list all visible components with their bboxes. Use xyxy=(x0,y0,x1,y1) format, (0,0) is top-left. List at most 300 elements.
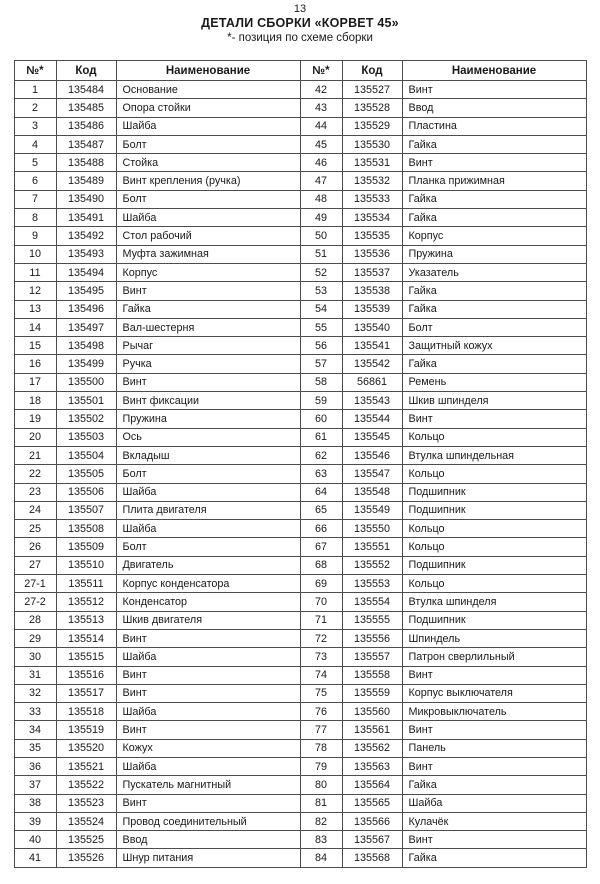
part-name-right: Гайка xyxy=(402,776,586,794)
part-code-left: 135496 xyxy=(56,300,116,318)
part-code-left: 135499 xyxy=(56,355,116,373)
row-number-right: 46 xyxy=(300,154,342,172)
part-name-left: Винт xyxy=(116,629,300,647)
row-number-left: 37 xyxy=(14,776,56,794)
part-name-right: Винт xyxy=(402,666,586,684)
table-row xyxy=(14,154,586,172)
part-name-left: Плита двигателя xyxy=(116,501,300,519)
part-code-right: 135560 xyxy=(342,703,402,721)
part-name-left: Вал-шестерня xyxy=(116,318,300,336)
part-code-right: 135539 xyxy=(342,300,402,318)
part-name-right: Кольцо xyxy=(402,465,586,483)
row-number-left: 27-2 xyxy=(14,593,56,611)
row-number-left: 13 xyxy=(14,300,56,318)
table-row xyxy=(14,849,586,868)
part-code-right: 135545 xyxy=(342,428,402,446)
part-code-left: 135495 xyxy=(56,282,116,300)
table-row xyxy=(14,520,586,538)
row-number-left: 11 xyxy=(14,263,56,281)
part-code-right: 135546 xyxy=(342,446,402,464)
part-name-left: Пускатель магнитный xyxy=(116,776,300,794)
part-code-left: 135526 xyxy=(56,849,116,868)
part-code-left: 135507 xyxy=(56,501,116,519)
table-header xyxy=(14,61,586,81)
part-code-left: 135489 xyxy=(56,172,116,190)
row-number-left: 1 xyxy=(14,81,56,99)
part-name-right: Патрон сверлильный xyxy=(402,648,586,666)
part-name-right: Гайка xyxy=(402,190,586,208)
part-name-left: Шкив двигателя xyxy=(116,611,300,629)
table-row xyxy=(14,556,586,574)
part-code-right: 135567 xyxy=(342,831,402,849)
part-name-right: Болт xyxy=(402,318,586,336)
row-number-right: 58 xyxy=(300,373,342,391)
part-code-left: 135518 xyxy=(56,703,116,721)
part-code-right: 135562 xyxy=(342,739,402,757)
table-row xyxy=(14,757,586,775)
part-code-right: 135551 xyxy=(342,538,402,556)
part-code-right: 135558 xyxy=(342,666,402,684)
row-number-right: 63 xyxy=(300,465,342,483)
column-header-number-right: №* xyxy=(300,61,342,81)
part-code-left: 135523 xyxy=(56,794,116,812)
part-name-right: Гайка xyxy=(402,135,586,153)
part-name-left: Винт крепления (ручка) xyxy=(116,172,300,190)
row-number-left: 2 xyxy=(14,99,56,117)
row-number-right: 62 xyxy=(300,446,342,464)
part-code-left: 135515 xyxy=(56,648,116,666)
part-code-right: 135561 xyxy=(342,721,402,739)
row-number-right: 60 xyxy=(300,410,342,428)
part-name-left: Муфта зажимная xyxy=(116,245,300,263)
table-row xyxy=(14,648,586,666)
part-code-right: 135529 xyxy=(342,117,402,135)
row-number-right: 50 xyxy=(300,227,342,245)
part-code-right: 135566 xyxy=(342,812,402,830)
column-header-name-right: Наименование xyxy=(402,61,586,81)
part-name-right: Кольцо xyxy=(402,428,586,446)
row-number-right: 84 xyxy=(300,849,342,868)
row-number-right: 72 xyxy=(300,629,342,647)
part-name-right: Гайка xyxy=(402,209,586,227)
part-name-right: Кулачёк xyxy=(402,812,586,830)
part-name-left: Винт xyxy=(116,666,300,684)
part-name-right: Планка прижимная xyxy=(402,172,586,190)
part-name-right: Подшипник xyxy=(402,483,586,501)
row-number-right: 67 xyxy=(300,538,342,556)
part-name-left: Винт xyxy=(116,684,300,702)
part-code-left: 135487 xyxy=(56,135,116,153)
row-number-right: 80 xyxy=(300,776,342,794)
row-number-left: 26 xyxy=(14,538,56,556)
part-code-left: 135506 xyxy=(56,483,116,501)
part-name-right: Защитный кожух xyxy=(402,337,586,355)
part-code-left: 135520 xyxy=(56,739,116,757)
row-number-right: 43 xyxy=(300,99,342,117)
part-code-right: 135557 xyxy=(342,648,402,666)
part-code-right: 135556 xyxy=(342,629,402,647)
part-code-right: 135559 xyxy=(342,684,402,702)
part-name-right: Шпиндель xyxy=(402,629,586,647)
part-name-left: Шнур питания xyxy=(116,849,300,868)
table-row xyxy=(14,373,586,391)
part-name-right: Панель xyxy=(402,739,586,757)
part-code-right: 135544 xyxy=(342,410,402,428)
row-number-right: 52 xyxy=(300,263,342,281)
row-number-left: 17 xyxy=(14,373,56,391)
table-row xyxy=(14,337,586,355)
part-code-left: 135497 xyxy=(56,318,116,336)
table-row xyxy=(14,446,586,464)
column-header-code-left: Код xyxy=(56,61,116,81)
part-name-left: Провод соединительный xyxy=(116,812,300,830)
part-name-right: Кольцо xyxy=(402,520,586,538)
part-code-right: 135542 xyxy=(342,355,402,373)
table-row xyxy=(14,812,586,830)
part-code-left: 135490 xyxy=(56,190,116,208)
part-name-left: Винт xyxy=(116,282,300,300)
table-row xyxy=(14,831,586,849)
row-number-right: 49 xyxy=(300,209,342,227)
table-row xyxy=(14,684,586,702)
row-number-left: 41 xyxy=(14,849,56,868)
row-number-left: 24 xyxy=(14,501,56,519)
row-number-left: 14 xyxy=(14,318,56,336)
part-code-left: 135486 xyxy=(56,117,116,135)
part-code-right: 135531 xyxy=(342,154,402,172)
part-code-right: 135564 xyxy=(342,776,402,794)
part-name-left: Шайба xyxy=(116,703,300,721)
row-number-left: 15 xyxy=(14,337,56,355)
table-row xyxy=(14,611,586,629)
row-number-left: 5 xyxy=(14,154,56,172)
table-row xyxy=(14,392,586,410)
part-code-left: 135505 xyxy=(56,465,116,483)
part-code-left: 135511 xyxy=(56,575,116,593)
part-name-right: Винт xyxy=(402,154,586,172)
row-number-left: 9 xyxy=(14,227,56,245)
table-row xyxy=(14,593,586,611)
part-name-left: Болт xyxy=(116,190,300,208)
part-name-right: Шкив шпинделя xyxy=(402,392,586,410)
part-name-right: Шайба xyxy=(402,794,586,812)
row-number-right: 51 xyxy=(300,245,342,263)
part-code-right: 135532 xyxy=(342,172,402,190)
row-number-right: 79 xyxy=(300,757,342,775)
part-code-left: 135504 xyxy=(56,446,116,464)
part-name-right: Подшипник xyxy=(402,611,586,629)
row-number-right: 64 xyxy=(300,483,342,501)
row-number-right: 82 xyxy=(300,812,342,830)
part-code-right: 135538 xyxy=(342,282,402,300)
part-code-left: 135488 xyxy=(56,154,116,172)
part-code-right: 135536 xyxy=(342,245,402,263)
part-code-right: 135549 xyxy=(342,501,402,519)
row-number-left: 3 xyxy=(14,117,56,135)
part-name-right: Корпус выключателя xyxy=(402,684,586,702)
row-number-right: 48 xyxy=(300,190,342,208)
row-number-right: 53 xyxy=(300,282,342,300)
row-number-left: 39 xyxy=(14,812,56,830)
part-name-right: Пластина xyxy=(402,117,586,135)
part-name-right: Винт xyxy=(402,410,586,428)
part-name-right: Пружина xyxy=(402,245,586,263)
row-number-left: 31 xyxy=(14,666,56,684)
part-name-right: Втулка шпинделя xyxy=(402,593,586,611)
table-body xyxy=(14,81,586,868)
row-number-right: 73 xyxy=(300,648,342,666)
part-name-right: Гайка xyxy=(402,282,586,300)
page-title: ДЕТАЛИ СБОРКИ «КОРВЕТ 45» xyxy=(201,16,399,30)
part-name-left: Болт xyxy=(116,538,300,556)
row-number-left: 35 xyxy=(14,739,56,757)
table-row xyxy=(14,355,586,373)
part-code-left: 135512 xyxy=(56,593,116,611)
row-number-right: 55 xyxy=(300,318,342,336)
row-number-left: 8 xyxy=(14,209,56,227)
part-code-right: 135527 xyxy=(342,81,402,99)
part-code-left: 135508 xyxy=(56,520,116,538)
table-row xyxy=(14,227,586,245)
part-name-left: Стойка xyxy=(116,154,300,172)
row-number-right: 75 xyxy=(300,684,342,702)
part-name-right: Винт xyxy=(402,757,586,775)
row-number-left: 18 xyxy=(14,392,56,410)
part-code-right: 135534 xyxy=(342,209,402,227)
table-row xyxy=(14,209,586,227)
part-code-left: 135492 xyxy=(56,227,116,245)
row-number-right: 44 xyxy=(300,117,342,135)
part-name-right: Подшипник xyxy=(402,556,586,574)
part-code-left: 135484 xyxy=(56,81,116,99)
row-number-left: 10 xyxy=(14,245,56,263)
row-number-right: 57 xyxy=(300,355,342,373)
part-code-left: 135501 xyxy=(56,392,116,410)
part-code-left: 135502 xyxy=(56,410,116,428)
row-number-left: 28 xyxy=(14,611,56,629)
part-code-right: 135537 xyxy=(342,263,402,281)
part-name-left: Гайка xyxy=(116,300,300,318)
table-row xyxy=(14,263,586,281)
row-number-left: 29 xyxy=(14,629,56,647)
table-row xyxy=(14,465,586,483)
part-name-left: Пружина xyxy=(116,410,300,428)
row-number-right: 76 xyxy=(300,703,342,721)
part-name-left: Кожух xyxy=(116,739,300,757)
part-code-right: 56861 xyxy=(342,373,402,391)
part-name-left: Корпус конденсатора xyxy=(116,575,300,593)
part-name-right: Указатель xyxy=(402,263,586,281)
part-code-right: 135548 xyxy=(342,483,402,501)
table-row xyxy=(14,282,586,300)
part-code-left: 135524 xyxy=(56,812,116,830)
part-name-right: Винт xyxy=(402,81,586,99)
row-number-right: 61 xyxy=(300,428,342,446)
part-name-right: Гайка xyxy=(402,849,586,868)
part-code-left: 135521 xyxy=(56,757,116,775)
table-row xyxy=(14,776,586,794)
table-row xyxy=(14,172,586,190)
part-name-left: Ручка xyxy=(116,355,300,373)
part-code-left: 135493 xyxy=(56,245,116,263)
part-name-left: Винт xyxy=(116,721,300,739)
part-name-left: Стол рабочий xyxy=(116,227,300,245)
part-name-right: Ввод xyxy=(402,99,586,117)
part-name-right: Кольцо xyxy=(402,575,586,593)
table-row xyxy=(14,117,586,135)
row-number-left: 12 xyxy=(14,282,56,300)
part-code-right: 135528 xyxy=(342,99,402,117)
part-name-left: Винт xyxy=(116,373,300,391)
part-name-right: Винт xyxy=(402,721,586,739)
part-code-right: 135530 xyxy=(342,135,402,153)
table-row xyxy=(14,190,586,208)
row-number-left: 27 xyxy=(14,556,56,574)
row-number-right: 45 xyxy=(300,135,342,153)
part-code-right: 135547 xyxy=(342,465,402,483)
table-row xyxy=(14,483,586,501)
part-name-left: Винт xyxy=(116,794,300,812)
part-code-right: 135541 xyxy=(342,337,402,355)
part-code-left: 135510 xyxy=(56,556,116,574)
part-code-right: 135553 xyxy=(342,575,402,593)
row-number-right: 83 xyxy=(300,831,342,849)
table-row xyxy=(14,629,586,647)
table-row xyxy=(14,703,586,721)
row-number-right: 69 xyxy=(300,575,342,593)
part-code-left: 135514 xyxy=(56,629,116,647)
part-code-right: 135554 xyxy=(342,593,402,611)
part-name-right: Втулка шпиндельная xyxy=(402,446,586,464)
column-header-code-right: Код xyxy=(342,61,402,81)
table-row xyxy=(14,666,586,684)
part-code-left: 135485 xyxy=(56,99,116,117)
row-number-right: 47 xyxy=(300,172,342,190)
table-row xyxy=(14,575,586,593)
table-row xyxy=(14,501,586,519)
row-number-left: 30 xyxy=(14,648,56,666)
table-row xyxy=(14,410,586,428)
part-code-right: 135533 xyxy=(342,190,402,208)
part-name-left: Шайба xyxy=(116,483,300,501)
part-code-left: 135517 xyxy=(56,684,116,702)
table-row xyxy=(14,245,586,263)
row-number-right: 74 xyxy=(300,666,342,684)
row-number-left: 7 xyxy=(14,190,56,208)
row-number-right: 66 xyxy=(300,520,342,538)
row-number-right: 78 xyxy=(300,739,342,757)
column-header-name-left: Наименование xyxy=(116,61,300,81)
row-number-left: 4 xyxy=(14,135,56,153)
part-name-left: Конденсатор xyxy=(116,593,300,611)
part-code-right: 135540 xyxy=(342,318,402,336)
row-number-right: 77 xyxy=(300,721,342,739)
part-name-left: Рычаг xyxy=(116,337,300,355)
row-number-right: 81 xyxy=(300,794,342,812)
table-row xyxy=(14,99,586,117)
row-number-left: 6 xyxy=(14,172,56,190)
row-number-left: 27-1 xyxy=(14,575,56,593)
part-name-left: Шайба xyxy=(116,648,300,666)
part-code-right: 135550 xyxy=(342,520,402,538)
part-name-left: Двигатель xyxy=(116,556,300,574)
table-row xyxy=(14,721,586,739)
row-number-left: 40 xyxy=(14,831,56,849)
part-name-left: Шайба xyxy=(116,520,300,538)
part-code-left: 135498 xyxy=(56,337,116,355)
row-number-left: 23 xyxy=(14,483,56,501)
row-number-right: 70 xyxy=(300,593,342,611)
table-row xyxy=(14,318,586,336)
row-number-left: 33 xyxy=(14,703,56,721)
part-code-left: 135500 xyxy=(56,373,116,391)
row-number-right: 54 xyxy=(300,300,342,318)
part-code-right: 135563 xyxy=(342,757,402,775)
part-name-left: Ось xyxy=(116,428,300,446)
part-code-right: 135565 xyxy=(342,794,402,812)
table-row xyxy=(14,81,586,99)
page-subtitle: *- позиция по схеме сборки xyxy=(227,32,373,44)
part-name-left: Опора стойки xyxy=(116,99,300,117)
column-header-number-left: №* xyxy=(14,61,56,81)
row-number-left: 32 xyxy=(14,684,56,702)
parts-table xyxy=(14,60,587,868)
row-number-left: 19 xyxy=(14,410,56,428)
row-number-right: 65 xyxy=(300,501,342,519)
part-code-left: 135522 xyxy=(56,776,116,794)
part-name-right: Подшипник xyxy=(402,501,586,519)
part-name-right: Корпус xyxy=(402,227,586,245)
part-code-left: 135494 xyxy=(56,263,116,281)
part-code-left: 135513 xyxy=(56,611,116,629)
part-code-right: 135552 xyxy=(342,556,402,574)
row-number-left: 25 xyxy=(14,520,56,538)
row-number-left: 34 xyxy=(14,721,56,739)
part-code-left: 135516 xyxy=(56,666,116,684)
part-name-left: Болт xyxy=(116,465,300,483)
part-name-left: Шайба xyxy=(116,209,300,227)
table-row xyxy=(14,538,586,556)
part-code-left: 135509 xyxy=(56,538,116,556)
part-name-left: Корпус xyxy=(116,263,300,281)
part-name-right: Гайка xyxy=(402,300,586,318)
row-number-left: 21 xyxy=(14,446,56,464)
part-name-left: Шайба xyxy=(116,117,300,135)
part-name-right: Гайка xyxy=(402,355,586,373)
part-name-left: Основание xyxy=(116,81,300,99)
page-number: 13 xyxy=(293,3,307,15)
row-number-left: 16 xyxy=(14,355,56,373)
part-code-right: 135555 xyxy=(342,611,402,629)
table-row xyxy=(14,135,586,153)
part-name-right: Винт xyxy=(402,831,586,849)
part-code-left: 135525 xyxy=(56,831,116,849)
table-row xyxy=(14,794,586,812)
row-number-right: 71 xyxy=(300,611,342,629)
table-row xyxy=(14,739,586,757)
part-code-right: 135568 xyxy=(342,849,402,868)
part-name-right: Ремень xyxy=(402,373,586,391)
part-name-right: Кольцо xyxy=(402,538,586,556)
part-name-right: Микровыключатель xyxy=(402,703,586,721)
table-header-row xyxy=(14,61,586,81)
part-name-left: Ввод xyxy=(116,831,300,849)
row-number-left: 20 xyxy=(14,428,56,446)
table-row xyxy=(14,428,586,446)
row-number-right: 56 xyxy=(300,337,342,355)
part-name-left: Болт xyxy=(116,135,300,153)
row-number-right: 59 xyxy=(300,392,342,410)
